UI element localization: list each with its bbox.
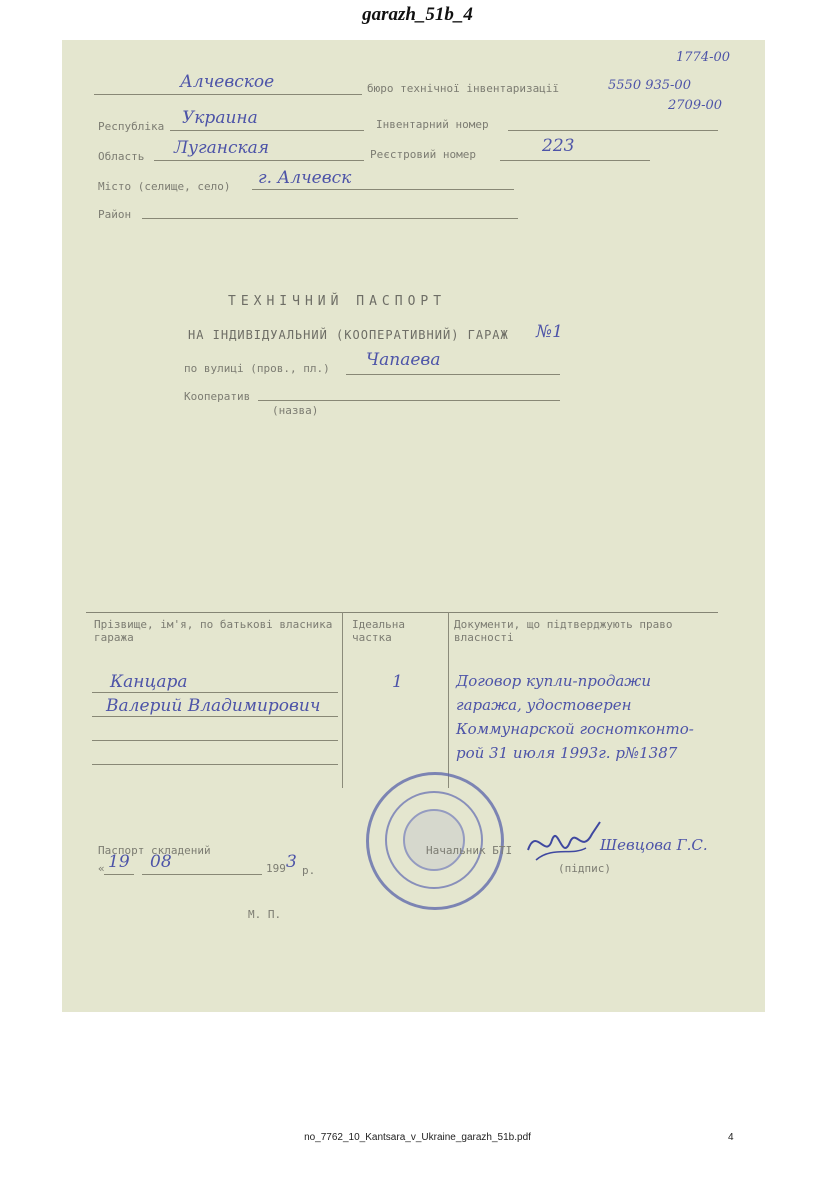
footer-filename: no_7762_10_Kantsara_v_Ukraine_garazh_51b.pdf: [304, 1132, 531, 1143]
district-label: Район: [98, 208, 132, 221]
bureau-underline: [94, 94, 362, 95]
document-line-4: рой 31 июля 1993г. р№1387: [456, 744, 678, 762]
bureau-label: бюро технічної інвентаризації: [367, 82, 560, 95]
chief-label: Начальник БТІ: [426, 844, 513, 857]
city-label: Місто (селище, село): [98, 180, 231, 193]
street-underline: [346, 374, 560, 375]
header-owner: Прізвище, ім'я, по батькові власника гаража: [94, 618, 333, 644]
footer-page-number: 4: [728, 1132, 734, 1143]
compiled-year-prefix: 199: [266, 862, 286, 875]
owner-row-line-4: [92, 764, 338, 765]
corner-number-bottom: 2709-00: [668, 98, 723, 113]
passport-subtitle: НА ІНДИВІДУАЛЬНИЙ (КООПЕРАТИВНИЙ) ГАРАЖ: [188, 328, 509, 342]
oblast-label: Область: [98, 150, 145, 163]
city-value: г. Алчевск: [258, 168, 352, 188]
mp-label: М. П.: [248, 908, 282, 921]
bureau-city: Алчевское: [180, 72, 275, 92]
inventory-underline: [508, 130, 718, 131]
corner-number-middle: 5550 935-00: [608, 78, 691, 93]
compiled-year-suffix: р.: [302, 864, 316, 877]
document-scan: 1774-00 5550 935-00 2709-00 Алчевское бюро технічної інвентаризації Республіка Украина Інвентарний номер Область Луганская Реєстровий номер 223 Місто (селище, село) г. Алчевск Район ТЕХНІЧНИЙ ПАСПОРТ НА ІНДИВІДУАЛЬНИЙ (КООПЕРАТИВНИЙ) ГАРАЖ №1 по вулиці (пров., пл.) Чапаева Кооператив (назва) Прізвище, ім'я, по батькові власника гаража Ідеальна частка Документи, що підтверджують право власності Канцара Валерий Владимирович 1 Договор купли-продажи гаража, удостоверен Коммунарской госнотконто- рой 31 июля 1993г. р№1387 Паспорт складений « 19 08 199 3 р. М. П. Начальник БТІ Шевцова Г.С. (підпис): [62, 40, 765, 1012]
oblast-value: Луганская: [174, 138, 270, 158]
owner-name: Валерий Владимирович: [106, 696, 321, 716]
coop-sublabel: (назва): [272, 404, 319, 417]
owner-share: 1: [392, 672, 403, 692]
page-header-title: garazh_51b_4: [362, 4, 473, 25]
table-divider-1: [342, 612, 343, 788]
compiled-month: 08: [150, 852, 172, 872]
republic-underline: [170, 130, 364, 131]
inventory-number-label: Інвентарний номер: [376, 118, 489, 131]
header-share: Ідеальна частка: [352, 618, 405, 644]
chief-name: Шевцова Г.С.: [600, 836, 708, 854]
passport-title: ТЕХНІЧНИЙ ПАСПОРТ: [228, 294, 447, 309]
document-line-2: гаража, удостоверен: [456, 696, 632, 714]
coop-label: Кооператив: [184, 390, 251, 403]
republic-label: Республіка: [98, 120, 165, 133]
compiled-label: Паспорт складений: [98, 844, 211, 857]
registry-number-label: Реєстровий номер: [370, 148, 476, 161]
corner-number-top: 1774-00: [676, 50, 731, 65]
owner-row-line-2: [92, 716, 338, 717]
owner-surname: Канцара: [110, 672, 188, 692]
compiled-day: 19: [108, 852, 130, 872]
document-line-3: Коммунарской госнотконто-: [456, 720, 694, 738]
table-top-border: [86, 612, 718, 613]
district-underline: [142, 218, 518, 219]
compiled-month-underline: [142, 874, 262, 875]
oblast-underline: [154, 160, 364, 161]
garage-number: №1: [536, 322, 563, 342]
street-value: Чапаева: [366, 350, 441, 370]
republic-value: Украина: [182, 108, 258, 128]
registry-underline: [500, 160, 650, 161]
compiled-year: 3: [286, 852, 297, 872]
registry-number-value: 223: [542, 136, 575, 156]
header-documents: Документи, що підтверджують право власності: [454, 618, 673, 644]
document-line-1: Договор купли-продажи: [456, 672, 652, 690]
compiled-day-underline: [104, 874, 134, 875]
street-label: по вулиці (пров., пл.): [184, 362, 330, 375]
signature-label: (підпис): [558, 862, 611, 875]
owner-row-line-1: [92, 692, 338, 693]
city-underline: [252, 189, 514, 190]
official-stamp: [366, 772, 504, 910]
table-divider-2: [448, 612, 449, 788]
owner-row-line-3: [92, 740, 338, 741]
coop-underline: [258, 400, 560, 401]
